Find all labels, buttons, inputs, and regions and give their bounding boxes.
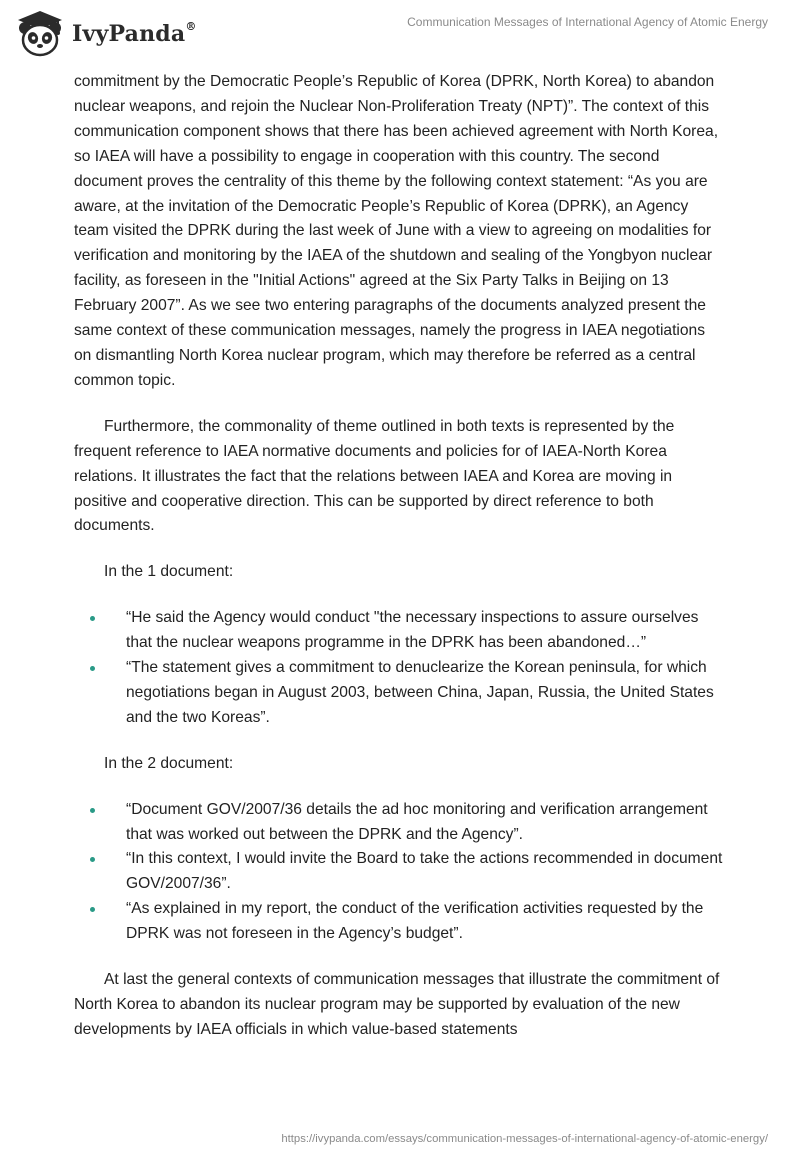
page-header — [0, 0, 800, 70]
list-item: “The statement gives a commitment to denuclearize the Korean peninsula, for which negotiations began in August 2003, between China, Japan, Russia, the United States and the two Koreas”. — [74, 656, 726, 731]
document-1-label: In the 1 document: — [104, 563, 234, 581]
source-url[interactable]: https://ivypanda.com/essays/communication-messages-of-international-agency-of-atomic-energy/ — [281, 1133, 768, 1145]
list-item: “As explained in my report, the conduct of the verification activities requested by the DPRK was not foreseen in the Agency’s budget”. — [74, 897, 726, 947]
list-item: “In this context, I would invite the Board to take the actions recommended in document GOV/2007/36”. — [74, 847, 726, 897]
bullet-icon — [90, 857, 95, 862]
document-title: Communication Messages of International Agency of Atomic Energy — [407, 15, 768, 29]
bullet-icon — [90, 616, 95, 621]
bullet-icon — [90, 907, 95, 912]
document-1-quotes — [74, 606, 726, 731]
document-2-quotes — [74, 798, 726, 947]
paragraph: At last the general contexts of communication messages that illustrate the commitment of North Korea to abandon its nuclear program may be supported by evaluation of the new developments by IAEA officials in which value-based statements — [74, 971, 720, 1038]
paragraph: commitment by the Democratic People’s Republic of Korea (DPRK, North Korea) to abandon nuclear weapons, and rejoin the Nuclear Non-Proliferation Treaty (NPT)”. The context of this communication component shows that there has been achieved agreement with North Korea, so IAEA will have a possibility to engage in cooperation with this country. The second document proves the centrality of this theme by the following context statement: “As you are aware, at the invitation of the Democratic People’s Republic of Korea (DPRK), an Agency team visited the DPRK during the last week of June with a view to agreeing on modalities for verification and monitoring by the IAEA of the shutdown and sealing of the Yongbyon nuclear facility, as foreseen in the "Initial Actions" agreed at the Six Party Talks in Beijing on 13 February 2007”. As we see two entering paragraphs of the documents analyzed present the same context of these communication messages, namely the progress in IAEA negotiations on dismantling North Korea nuclear program, which may therefore be referred as a central common topic. — [74, 73, 719, 389]
panda-graduation-icon — [14, 8, 66, 60]
document-2-label: In the 2 document: — [104, 754, 234, 772]
paragraph: Furthermore, the commonality of theme outlined in both texts is represented by the frequent reference to IAEA normative documents and policies for of IAEA-North Korea relations. It illustrates the fact that the relations between IAEA and Korea are moving in positive and cooperative direction. This can be supported by direct reference to both documents. — [74, 417, 675, 535]
bullet-icon — [90, 808, 95, 813]
essay-body — [74, 70, 726, 1043]
list-item: “Document GOV/2007/36 details the ad hoc monitoring and verification arrangement that was worked out between the DPRK and the Agency”. — [74, 798, 726, 848]
brand-logo[interactable] — [14, 8, 197, 60]
brand-name: IvyPanda® — [72, 19, 197, 47]
bullet-icon — [90, 666, 95, 671]
list-item: “He said the Agency would conduct "the necessary inspections to assure ourselves that the nuclear weapons programme in the DPRK has been abandoned…” — [74, 606, 726, 656]
